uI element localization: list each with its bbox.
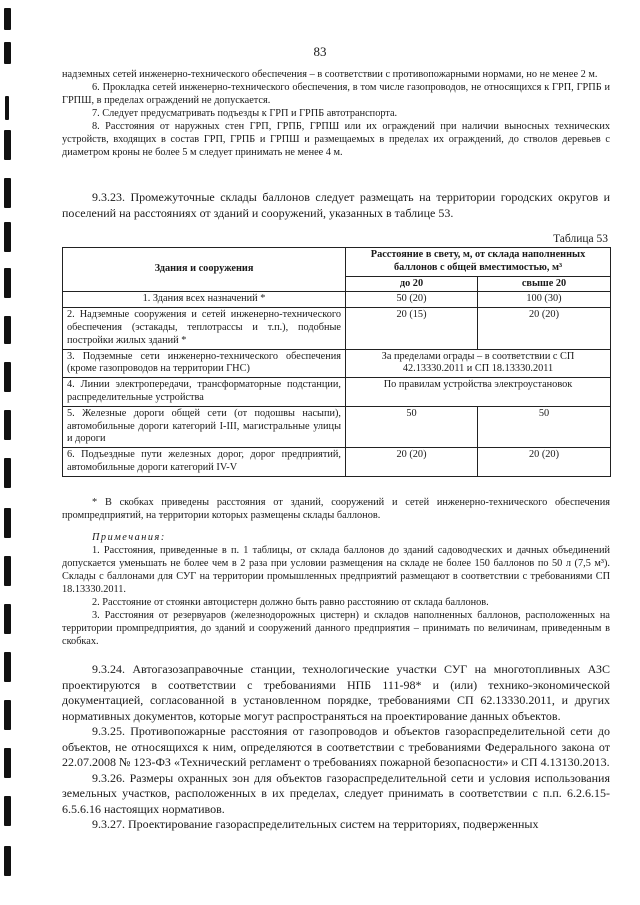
paragraph-9-3-24: 9.3.24. Автогазозаправочные станции, технологические участки СУГ на многотопливных АЗС проектируются в соответствии с требованиями НПБ 111-98* и (или) технико-экономической документацией, согласованной в установленном порядке, требованиями СП 62.13330.2011, и других нормативных документов, которые могут распространяться на проектирование данных объектов. <box>62 662 610 723</box>
table-cell-value: 50 <box>346 406 478 447</box>
table-footnote: * В скобках приведены расстояния от зданий, сооружений и сетей инженерно-технического обеспечения промпредприятий, на территории которых размещены склады баллонов. <box>62 497 610 521</box>
scan-edge-mark <box>4 316 11 344</box>
table-cell-name: 2. Надземные сооружения и сетей инженерно-технического обеспечения (эстакады, теплотрассы и т.п.), подобные постройки жилых зданий * <box>63 308 346 349</box>
scan-edge-mark <box>5 96 9 120</box>
table-cell-name: 1. Здания всех назначений * <box>63 292 346 308</box>
distance-table <box>62 247 611 477</box>
table-row <box>63 448 611 477</box>
table-caption: Таблица 53 <box>553 233 608 245</box>
paragraph-9-3-25: 9.3.25. Противопожарные расстояния от газопроводов и объектов газораспределительной сети до объектов, не относящихся к ним, определяются в соответствии с требованиями Федерального закона от 22.07.2008 № 123-ФЗ «Технический регламент о требованиях пожарной безопасности» и СП 4.13130.2013. <box>62 724 610 769</box>
table-cell-merged: По правилам устройства электроустановок <box>346 378 611 407</box>
scan-edge-mark <box>4 178 11 208</box>
scan-edge-mark <box>4 8 11 30</box>
table-cell-value: 20 (20) <box>478 308 611 349</box>
scan-edge-mark <box>4 796 11 826</box>
table-header-distance: Расстояние в свету, м, от склада наполненных баллонов с общей вместимостью, м³ <box>346 248 611 277</box>
table-row <box>63 349 611 378</box>
scan-edge-mark <box>4 700 11 730</box>
table-cell-value: 20 (20) <box>478 448 611 477</box>
table-cell-value: 100 (30) <box>478 292 611 308</box>
paragraph-9-3-27: 9.3.27. Проектирование газораспределительных систем на территориях, подверженных <box>92 817 539 831</box>
scan-edge-mark <box>4 748 11 778</box>
note-item: 2. Расстояние от стоянки автоцистерн должно быть равно расстоянию от склада баллонов. <box>92 597 489 608</box>
note-item: 3. Расстояния от резервуаров (железнодорожных цистерн) и складов наполненных баллонов, расположенных на территории промпредприятия, до зданий и сооружений данного предприятия – принимать по величинам, приведенным в скобках. <box>62 610 610 647</box>
table-subheader-over-20: свыше 20 <box>478 276 611 292</box>
scan-edge-mark <box>4 508 11 538</box>
table-row <box>63 292 611 308</box>
table-cell-merged: За пределами ограды – в соответствии с СП 42.13330.2011 и СП 18.13330.2011 <box>346 349 611 378</box>
paragraph-9-3-26: 9.3.26. Размеры охранных зон для объектов газораспределительной сети и условия использования земельных участков, расположенных в их пределах, следует принимать в соответствии с п.п. 6.2.6.15-6.5.6.16 настоящих нормативов. <box>62 770 610 816</box>
body-paragraphs <box>62 662 610 833</box>
table-cell-value: 20 (20) <box>346 448 478 477</box>
table-row <box>63 406 611 447</box>
scan-edge-mark <box>4 604 11 634</box>
scan-edge-mark <box>4 130 11 160</box>
table-cell-value: 50 <box>478 406 611 447</box>
top-paragraphs <box>62 68 610 159</box>
scan-edge-mark <box>4 362 11 392</box>
paragraph: надземных сетей инженерно-технического обеспечения – в соответствии с противопожарными нормами, но не менее 2 м. <box>62 69 598 80</box>
table-cell-value: 50 (20) <box>346 292 478 308</box>
table-row <box>63 308 611 349</box>
scan-edge-mark <box>4 846 11 876</box>
table-cell-value: 20 (15) <box>346 308 478 349</box>
paragraph: 7. Следует предусматривать подъезды к ГРП и ГРПБ автотранспорта. <box>92 108 398 119</box>
scan-edge-mark <box>4 458 11 488</box>
table-cell-name: 3. Подземные сети инженерно-технического обеспечения (кроме газопроводов на территории ГНС) <box>63 349 346 378</box>
table-subheader-up-to-20: до 20 <box>346 276 478 292</box>
notes-title: Примечания: <box>92 532 166 543</box>
scan-edge-mark <box>4 556 11 586</box>
notes-section <box>62 531 610 648</box>
table-header-buildings: Здания и сооружения <box>63 248 346 292</box>
paragraph: 6. Прокладка сетей инженерно-технического обеспечения, в том числе газопроводов, не относящихся к ГРП, ГРПБ и ГРПШ, в пределах ограждений не допускается. <box>62 82 610 106</box>
table-cell-name: 4. Линии электропередачи, трансформаторные подстанции, распределительные устройства <box>63 378 346 407</box>
table-cell-name: 5. Железные дороги общей сети (от подошвы насыпи), автомобильные дороги категорий I-III, магистральные улицы и дороги <box>63 406 346 447</box>
scan-edge-mark <box>4 652 11 682</box>
table-header-row <box>63 248 611 277</box>
table-cell-name: 6. Подъездные пути железных дорог, дорог предприятий, автомобильные дороги категорий IV-V <box>63 448 346 477</box>
paragraph-9-3-23: 9.3.23. Промежуточные склады баллонов следует размещать на территории городских округов и поселений на расстояниях от зданий и сооружений, указанных в таблице 53. <box>62 190 610 220</box>
scan-edge-mark <box>4 222 11 252</box>
note-item: 1. Расстояния, приведенные в п. 1 таблицы, от склада баллонов до зданий садоводческих и дачных объединений допускается уменьшать не более чем в 2 раза при условии размещения на складе не более 150 баллонов по 50 л (7,5 м³). Склады с баллонами для СУГ на территории промышленных предприятий размещают в соответствии с требованиями СП 18.13330.2011. <box>62 545 610 595</box>
paragraph: 8. Расстояния от наружных стен ГРП, ГРПБ, ГРПШ или их ограждений при наличии выносных технических устройств, входящих в состав ГРП, ГРПБ и ГРПШ и размещаемых в пределах их ограждений, до стволов деревьев с диаметром кроны не более 5 м следует принимать не менее 4 м. <box>62 121 610 158</box>
scan-edge-mark <box>4 268 11 298</box>
table-row <box>63 378 611 407</box>
scan-edge-mark <box>4 410 11 440</box>
page-number: 83 <box>313 44 327 59</box>
